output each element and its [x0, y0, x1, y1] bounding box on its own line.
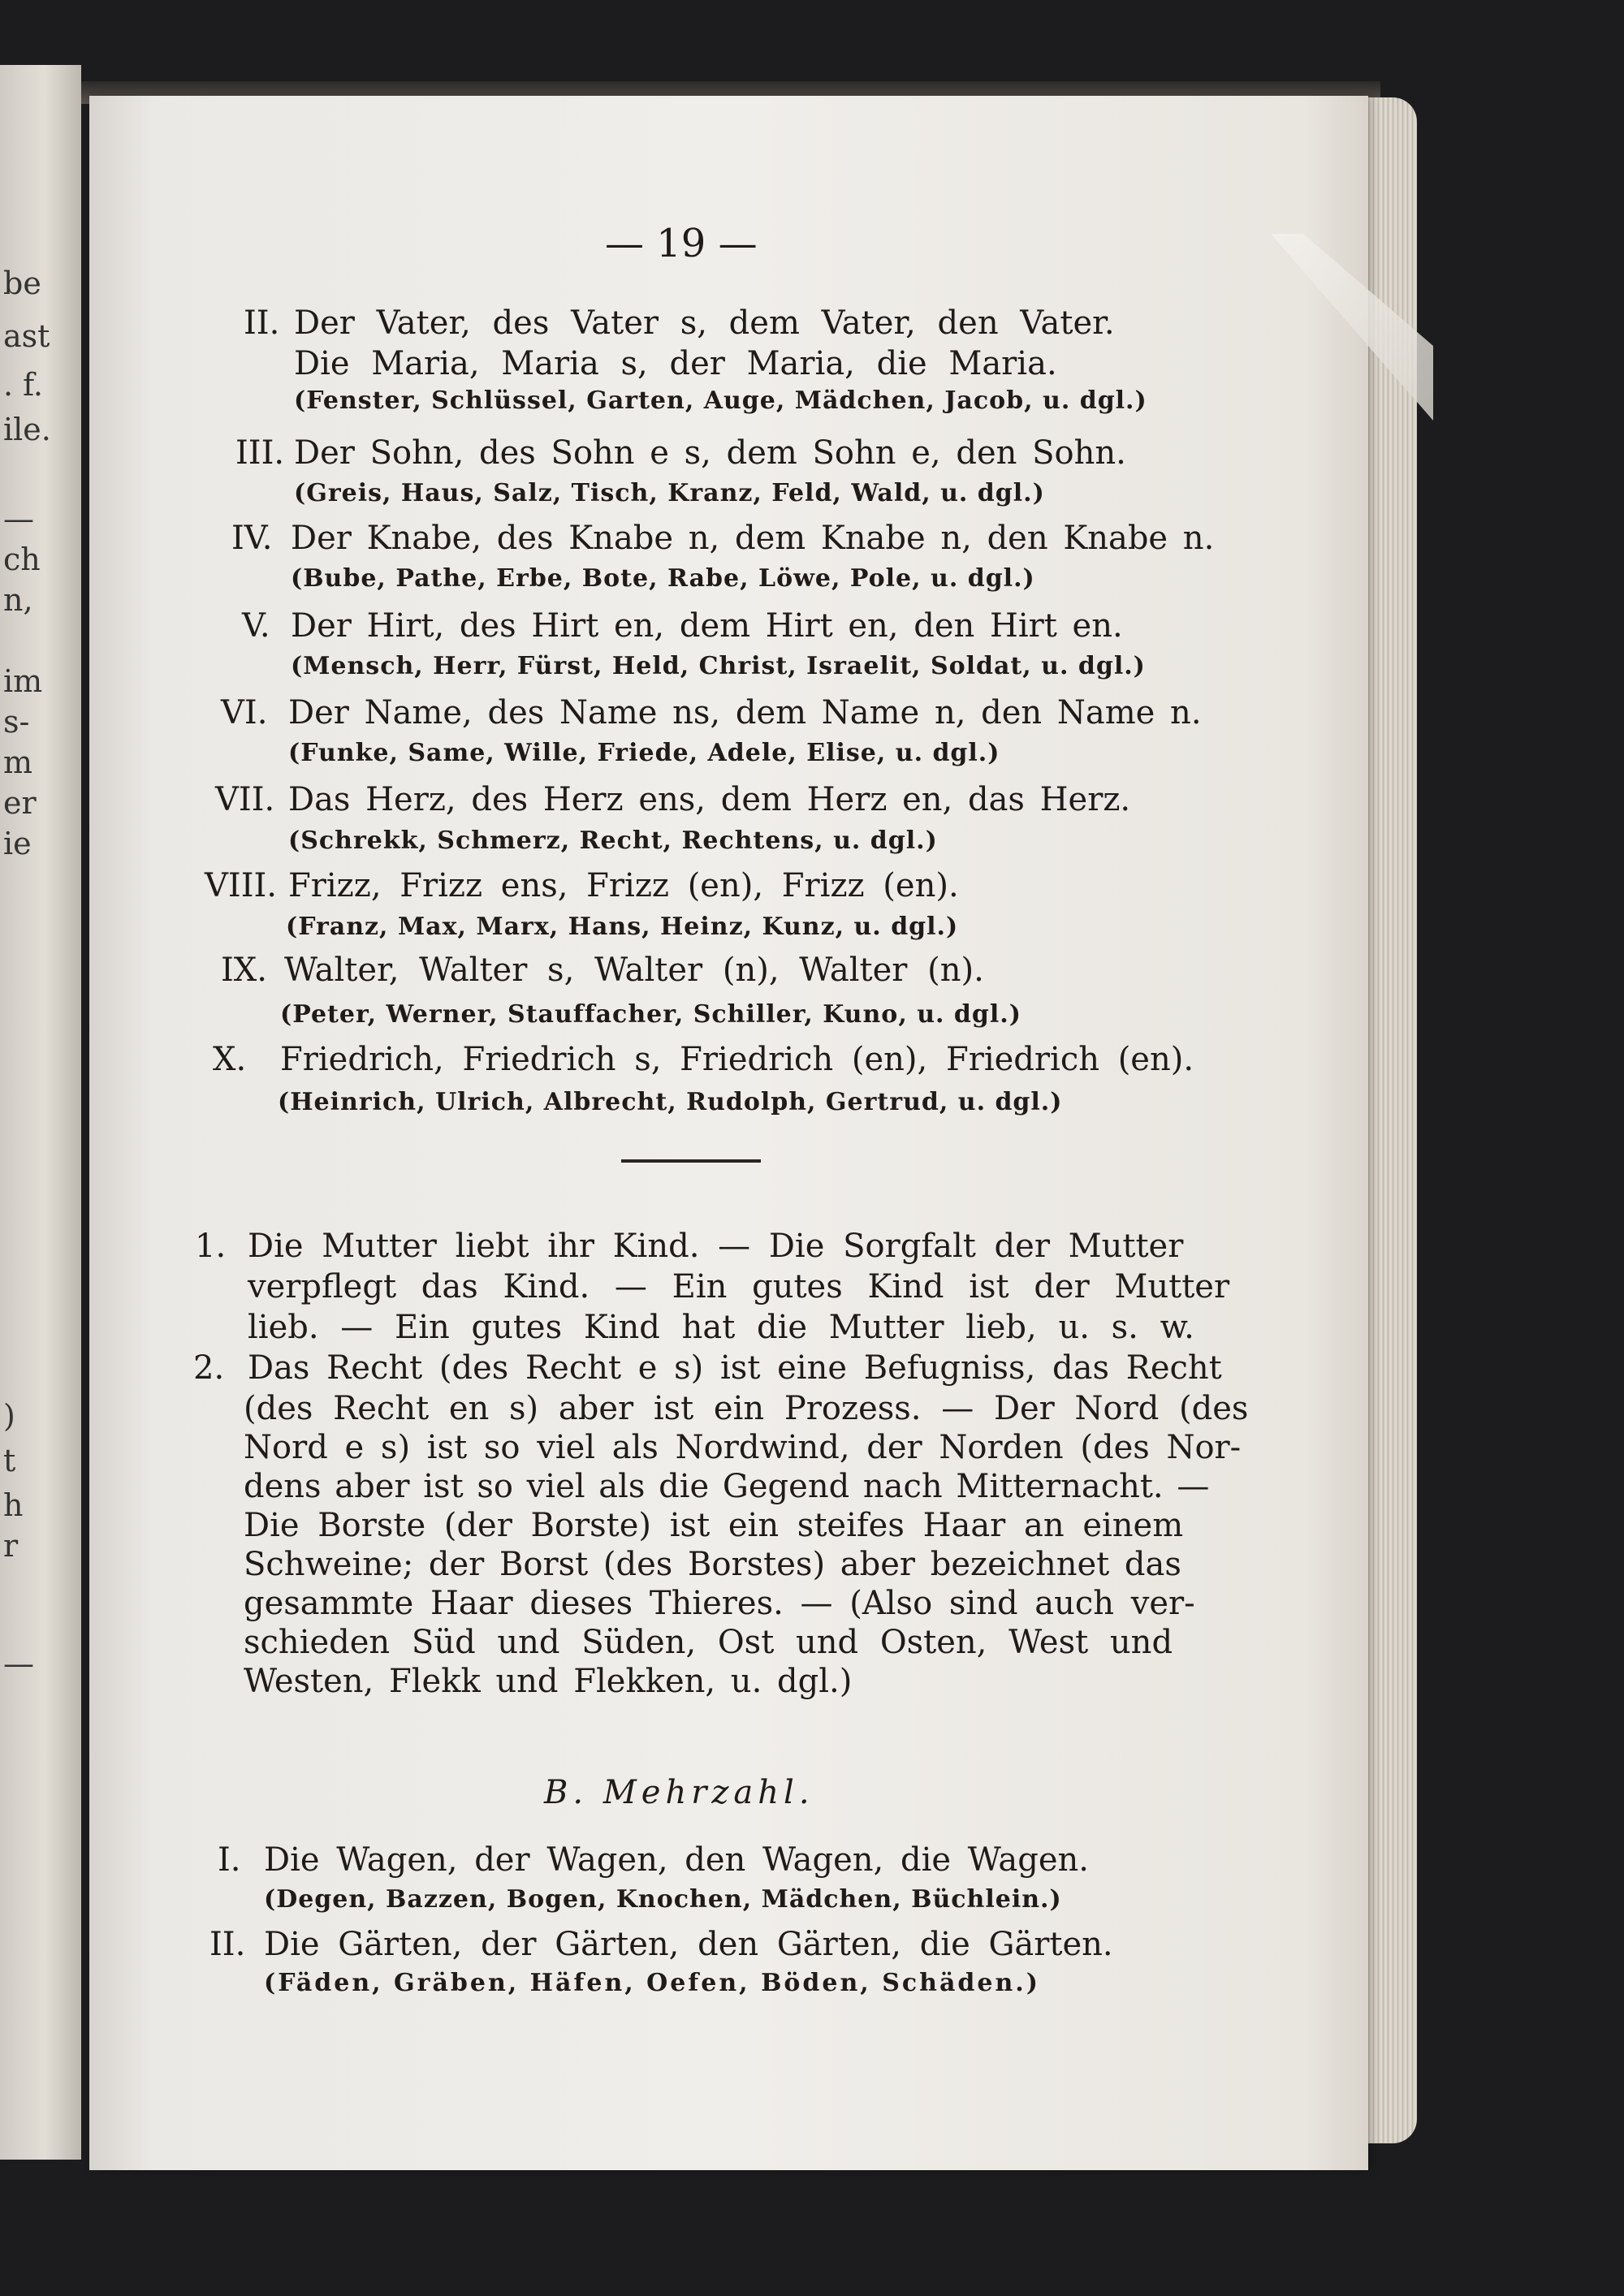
declension-numeral: VIII.: [205, 867, 278, 904]
left-page-fragment: im: [3, 663, 43, 699]
declension-numeral: I.: [218, 1841, 241, 1879]
section-heading: B. Mehrzahl.: [544, 1774, 814, 1811]
declension-numeral: VII.: [215, 781, 275, 818]
remark-numeral: 1.: [195, 1228, 227, 1265]
declension-forms: Die Wagen, der Wagen, den Wagen, die Wagen.: [264, 1841, 1089, 1879]
left-page-fragment: h: [3, 1487, 24, 1523]
left-page-fragment: ): [3, 1398, 15, 1434]
declension-numeral: VI.: [221, 694, 268, 732]
left-page-fragment: —: [3, 501, 34, 537]
left-page-fragment: ast: [3, 318, 50, 354]
left-page-fragment: t: [3, 1443, 16, 1478]
remark-line: gesammte Haar dieses Thieres. — (Also sind auch ver-: [244, 1585, 1195, 1622]
left-page-fragment: ie: [3, 826, 32, 861]
declension-examples: (Fenster, Schlüssel, Garten, Auge, Mädchen, Jacob, u. dgl.): [294, 386, 1147, 415]
left-page-fragment: —: [3, 1646, 34, 1681]
left-page-fragment: r: [3, 1528, 19, 1564]
remark-line: Schweine; der Borst (des Borstes) aber bezeichnet das: [244, 1546, 1181, 1583]
declension-examples: (Degen, Bazzen, Bogen, Knochen, Mädchen, Büchlein.): [264, 1885, 1062, 1914]
left-page-fragment: ile.: [3, 412, 51, 447]
remark-line: (des Recht en s) aber ist ein Prozess. — Der Nord (des: [244, 1390, 1249, 1427]
declension-forms: Der Name, des Name ns, dem Name n, den Name n.: [288, 694, 1202, 732]
declension-examples: (Mensch, Herr, Fürst, Held, Christ, Israelit, Soldat, u. dgl.): [291, 652, 1146, 680]
declension-examples: (Greis, Haus, Salz, Tisch, Kranz, Feld, Wald, u. dgl.): [294, 479, 1045, 507]
declension-examples: (Funke, Same, Wille, Friede, Adele, Elise, u. dgl.): [288, 739, 1000, 767]
declension-examples: (Schrekk, Schmerz, Recht, Rechtens, u. dgl.): [288, 826, 938, 855]
declension-examples: (Peter, Werner, Stauffacher, Schiller, Kuno, u. dgl.): [280, 1000, 1021, 1029]
declension-numeral: V.: [242, 607, 270, 645]
remark-line: Das Recht (des Recht e s) ist eine Befugniss, das Recht: [248, 1349, 1222, 1387]
declension-forms: Das Herz, des Herz ens, dem Herz en, das Herz.: [288, 781, 1131, 818]
declension-examples: (Heinrich, Ulrich, Albrecht, Rudolph, Gertrud, u. dgl.): [278, 1088, 1063, 1116]
declension-forms: Der Knabe, des Knabe n, dem Knabe n, den Knabe n.: [291, 520, 1215, 557]
remark-line: Die Borste (der Borste) ist ein steifes Haar an einem: [244, 1507, 1184, 1544]
left-page-edge: [0, 65, 81, 2160]
remark-line: Die Mutter liebt ihr Kind. — Die Sorgfalt der Mutter: [248, 1228, 1184, 1265]
declension-examples: (Bube, Pathe, Erbe, Bote, Rabe, Löwe, Pole, u. dgl.): [291, 564, 1035, 593]
declension-forms: Die Maria, Maria s, der Maria, die Maria.: [294, 345, 1057, 382]
declension-examples: (Franz, Max, Marx, Hans, Heinz, Kunz, u. dgl.): [286, 913, 959, 941]
declension-forms: Die Gärten, der Gärten, den Gärten, die Gärten.: [264, 1926, 1113, 1963]
declension-numeral: II.: [209, 1926, 246, 1963]
left-page-fragment: n,: [3, 582, 33, 618]
left-page-fragment: er: [3, 785, 37, 821]
left-page-fragment: be: [3, 265, 41, 301]
remark-line: schieden Süd und Süden, Ost und Osten, West und: [244, 1624, 1173, 1661]
remark-line: dens aber ist so viel als die Gegend nach Mitternacht. —: [244, 1468, 1210, 1505]
remark-line: Westen, Flekk und Flekken, u. dgl.): [244, 1663, 853, 1700]
declension-forms: Der Hirt, des Hirt en, dem Hirt en, den Hirt en.: [291, 607, 1123, 645]
declension-numeral: II.: [244, 304, 280, 342]
declension-forms: Friedrich, Friedrich s, Friedrich (en), Friedrich (en).: [280, 1041, 1194, 1078]
declension-forms: Der Sohn, des Sohn e s, dem Sohn e, den Sohn.: [294, 434, 1126, 472]
declension-numeral: IX.: [221, 952, 267, 989]
declension-forms: Der Vater, des Vater s, dem Vater, den Vater.: [294, 304, 1115, 342]
declension-forms: Walter, Walter s, Walter (n), Walter (n).: [284, 952, 984, 989]
declension-numeral: IV.: [231, 520, 273, 557]
left-page-fragment: . f.: [3, 367, 43, 403]
left-page-fragment: m: [3, 744, 33, 780]
declension-forms: Frizz, Frizz ens, Frizz (en), Frizz (en).: [288, 867, 959, 904]
remark-numeral: 2.: [193, 1349, 225, 1387]
left-page-fragment: s-: [3, 704, 30, 740]
remark-line: lieb. — Ein gutes Kind hat die Mutter lieb, u. s. w.: [248, 1309, 1194, 1346]
section-divider: [621, 1159, 761, 1163]
left-page-fragment: ch: [3, 542, 41, 577]
remark-line: verpflegt das Kind. — Ein gutes Kind ist der Mutter: [248, 1268, 1230, 1306]
declension-numeral: III.: [235, 434, 285, 472]
declension-examples: (Fäden, Gräben, Häfen, Oefen, Böden, Schäden.): [264, 1969, 1040, 1997]
page-number: — 19 —: [605, 221, 758, 266]
declension-numeral: X.: [213, 1041, 247, 1078]
remark-line: Nord e s) ist so viel als Nordwind, der Norden (des Nor-: [244, 1429, 1242, 1466]
